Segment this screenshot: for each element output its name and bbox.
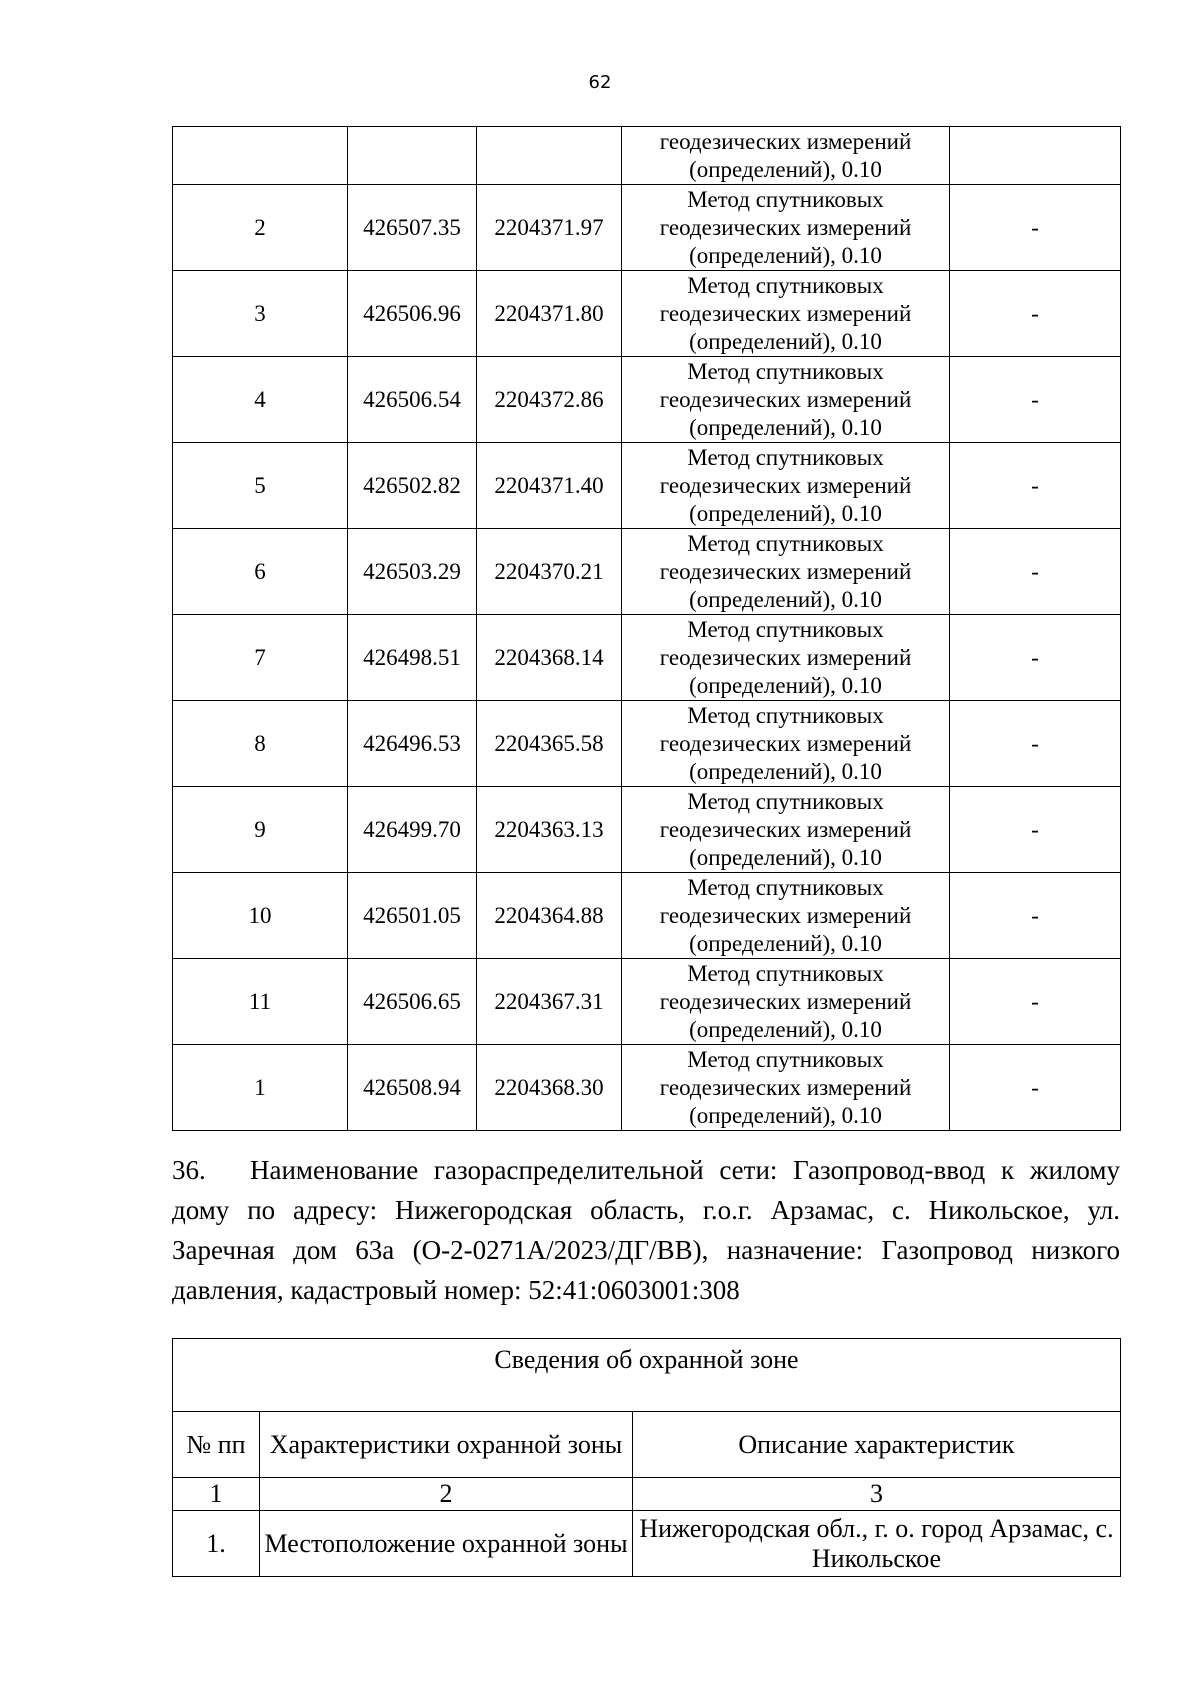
cell-x: 426502.82	[348, 443, 477, 529]
column-number: 3	[633, 1478, 1121, 1511]
cell-point-number	[173, 127, 348, 185]
method-line: Метод спутниковых	[687, 358, 884, 384]
method-line: геодезических измерений	[659, 214, 912, 240]
method-line: геодезических измерений	[659, 128, 912, 154]
cell-note: -	[950, 873, 1121, 959]
method-line: (определений), 0.10	[689, 930, 882, 956]
method-line: геодезических измерений	[659, 816, 912, 842]
zone-table-title: Сведения об охранной зоне	[173, 1339, 1121, 1412]
method-line: (определений), 0.10	[689, 156, 882, 182]
table-row	[173, 1045, 1121, 1131]
cell-x: 426499.70	[348, 787, 477, 873]
cell-x: 426507.35	[348, 185, 477, 271]
cell-note	[950, 127, 1121, 185]
coordinates-table-body	[173, 127, 1121, 1131]
cell-note: -	[950, 787, 1121, 873]
zone-row-characteristic: Местоположение охранной зоны	[260, 1511, 633, 1577]
method-line: Метод спутниковых	[687, 186, 884, 212]
method-line: (определений), 0.10	[689, 844, 882, 870]
cell-x: 426503.29	[348, 529, 477, 615]
method-line: (определений), 0.10	[689, 1016, 882, 1042]
cell-method	[622, 873, 950, 959]
cell-method	[622, 185, 950, 271]
cell-x: 426506.96	[348, 271, 477, 357]
cell-note: -	[950, 615, 1121, 701]
cell-y: 2204367.31	[477, 959, 622, 1045]
cell-note: -	[950, 357, 1121, 443]
cell-point-number: 2	[173, 185, 348, 271]
header-num: № пп	[173, 1412, 260, 1478]
cell-point-number: 5	[173, 443, 348, 529]
gas-network-paragraph	[172, 1150, 1120, 1310]
header-description: Описание характеристик	[633, 1412, 1121, 1478]
table-row	[173, 701, 1121, 787]
cell-x	[348, 127, 477, 185]
method-line: (определений), 0.10	[689, 1102, 882, 1128]
cell-point-number: 7	[173, 615, 348, 701]
cell-point-number: 8	[173, 701, 348, 787]
cell-note: -	[950, 443, 1121, 529]
method-line: Метод спутниковых	[687, 1046, 884, 1072]
cell-x: 426498.51	[348, 615, 477, 701]
cell-y: 2204372.86	[477, 357, 622, 443]
method-line: (определений), 0.10	[689, 328, 882, 354]
method-line: геодезических измерений	[659, 988, 912, 1014]
page-number: 62	[588, 72, 612, 93]
cell-x: 426506.54	[348, 357, 477, 443]
method-line: Метод спутниковых	[687, 874, 884, 900]
table-row	[173, 185, 1121, 271]
cell-method	[622, 701, 950, 787]
cell-y: 2204368.14	[477, 615, 622, 701]
cell-method	[622, 529, 950, 615]
method-line: Метод спутниковых	[687, 616, 884, 642]
cell-note: -	[950, 185, 1121, 271]
cell-point-number: 3	[173, 271, 348, 357]
table-row	[173, 529, 1121, 615]
method-line: Метод спутниковых	[687, 960, 884, 986]
cell-point-number: 6	[173, 529, 348, 615]
cell-y: 2204365.58	[477, 701, 622, 787]
method-line: геодезических измерений	[659, 902, 912, 928]
cell-method	[622, 443, 950, 529]
cell-method	[622, 271, 950, 357]
method-line: геодезических измерений	[659, 1074, 912, 1100]
method-line: геодезических измерений	[659, 300, 912, 326]
method-line: геодезических измерений	[659, 644, 912, 670]
cell-y: 2204364.88	[477, 873, 622, 959]
table-row	[173, 443, 1121, 529]
table-row	[173, 787, 1121, 873]
cell-method	[622, 959, 950, 1045]
cell-point-number: 10	[173, 873, 348, 959]
cell-method	[622, 615, 950, 701]
table-row	[173, 1511, 1121, 1577]
paragraph-text: Наименование газораспределительной сети: Газопровод-ввод к жилому дому по адресу: Нижегородская область, г.о.г. Арзамас, с. Никольское, ул. Заречная дом 63а (О-2-0271А/2023/ДГ/ВВ), назначение: Газопровод низкого давления, кадастровый номер: 52:41:0603001:308	[172, 1155, 1120, 1305]
protection-zone-table	[172, 1338, 1121, 1577]
cell-y: 2204370.21	[477, 529, 622, 615]
method-line: геодезических измерений	[659, 558, 912, 584]
cell-note: -	[950, 701, 1121, 787]
cell-method	[622, 127, 950, 185]
zone-row-description: Нижегородская обл., г. о. город Арзамас, с. Никольское	[633, 1511, 1121, 1577]
paragraph-number: 36.	[172, 1155, 206, 1185]
cell-point-number: 1	[173, 1045, 348, 1131]
method-line: (определений), 0.10	[689, 672, 882, 698]
method-line: (определений), 0.10	[689, 758, 882, 784]
cell-note: -	[950, 529, 1121, 615]
cell-x: 426508.94	[348, 1045, 477, 1131]
method-line: Метод спутниковых	[687, 530, 884, 556]
zone-table-title-row	[173, 1339, 1121, 1412]
cell-x: 426506.65	[348, 959, 477, 1045]
cell-note: -	[950, 959, 1121, 1045]
method-line: (определений), 0.10	[689, 586, 882, 612]
cell-y: 2204371.40	[477, 443, 622, 529]
cell-point-number: 11	[173, 959, 348, 1045]
table-row-continuation	[173, 127, 1121, 185]
cell-y	[477, 127, 622, 185]
table-row	[173, 615, 1121, 701]
method-line: (определений), 0.10	[689, 414, 882, 440]
method-line: (определений), 0.10	[689, 500, 882, 526]
cell-y: 2204371.97	[477, 185, 622, 271]
table-row	[173, 357, 1121, 443]
method-line: Метод спутниковых	[687, 788, 884, 814]
zone-table-header-row	[173, 1412, 1121, 1478]
method-line: геодезических измерений	[659, 386, 912, 412]
cell-y: 2204371.80	[477, 271, 622, 357]
column-number: 1	[173, 1478, 260, 1511]
cell-method	[622, 787, 950, 873]
cell-method	[622, 357, 950, 443]
method-line: Метод спутниковых	[687, 702, 884, 728]
method-line: (определений), 0.10	[689, 242, 882, 268]
coordinates-table	[172, 126, 1121, 1131]
method-line: геодезических измерений	[659, 472, 912, 498]
cell-y: 2204368.30	[477, 1045, 622, 1131]
cell-point-number: 9	[173, 787, 348, 873]
method-line: геодезических измерений	[659, 730, 912, 756]
cell-x: 426496.53	[348, 701, 477, 787]
column-number: 2	[260, 1478, 633, 1511]
zone-table-column-numbers-row	[173, 1478, 1121, 1511]
method-line: Метод спутниковых	[687, 272, 884, 298]
method-line: Метод спутниковых	[687, 444, 884, 470]
cell-note: -	[950, 271, 1121, 357]
cell-x: 426501.05	[348, 873, 477, 959]
table-row	[173, 271, 1121, 357]
header-characteristics: Характеристики охранной зоны	[260, 1412, 633, 1478]
table-row	[173, 873, 1121, 959]
table-row	[173, 959, 1121, 1045]
cell-y: 2204363.13	[477, 787, 622, 873]
cell-method	[622, 1045, 950, 1131]
cell-point-number: 4	[173, 357, 348, 443]
zone-row-num: 1.	[173, 1511, 260, 1577]
cell-note: -	[950, 1045, 1121, 1131]
